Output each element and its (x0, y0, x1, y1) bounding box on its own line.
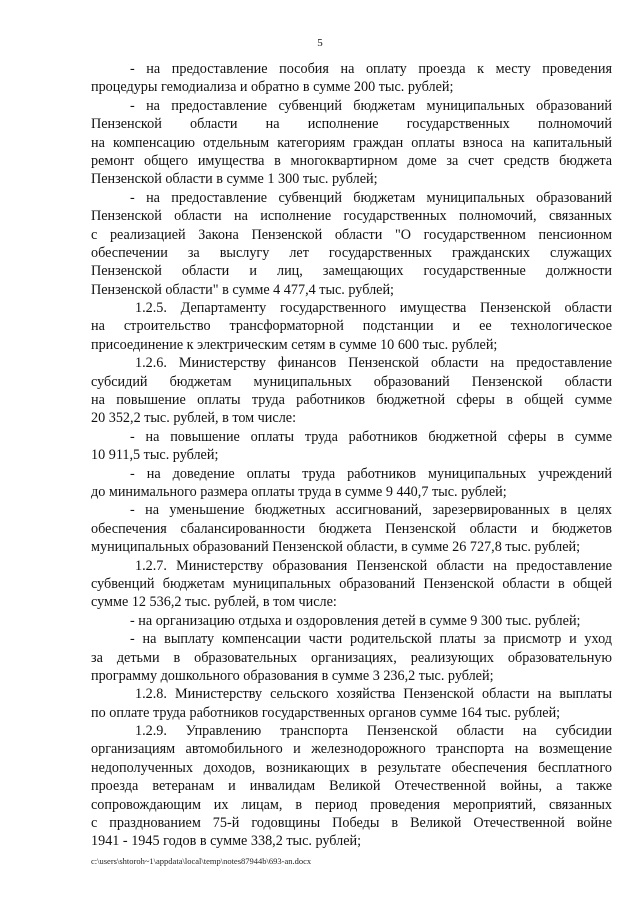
text-line: процедуры гемодиализа и обратно в сумме 200 тыс. рублей; (91, 79, 454, 96)
text-line: присоединение к электрическим сетям в сумме 10 600 тыс. рублей; (91, 336, 498, 353)
paragraph (91, 354, 612, 428)
text-line: на повышение оплаты труда работников бюджетной сферы в общей сумме (91, 392, 612, 409)
text-line: недополученных доходов, возникающих в результате обеспечения бесплатного (91, 759, 612, 776)
text-line: ремонт общего имущества в многоквартирном доме за счет средств бюджета (91, 152, 612, 169)
text-line: 10 911,5 тыс. рублей; (91, 447, 219, 464)
text-line: организациям автомобильного и железнодорожного транспорта на возмещение (91, 741, 612, 758)
text-line: Пензенской области в сумме 1 300 тыс. рублей; (91, 171, 378, 188)
paragraph (91, 189, 612, 299)
paragraph (91, 97, 612, 189)
text-line: - на предоставление субвенций бюджетам муниципальных образований (130, 97, 612, 114)
paragraph (91, 501, 612, 556)
text-line: 1.2.5. Департаменту государственного имущества Пензенской области (135, 300, 612, 317)
text-line: 1.2.9. Управлению транспорта Пензенской области на субсидии (135, 723, 612, 740)
text-line: Пензенской области на исполнение государственных полномочий (91, 116, 612, 133)
paragraph (91, 685, 612, 722)
paragraph (91, 428, 612, 465)
paragraph (91, 299, 612, 354)
text-line: до минимального размера оплаты труда в сумме 9 440,7 тыс. рублей; (91, 483, 507, 500)
text-line: по оплате труда работников государственных органов сумме 164 тыс. рублей; (91, 704, 561, 721)
text-line: 1941 - 1945 годов в сумме 338,2 тыс. рублей; (91, 833, 362, 850)
paragraph (91, 630, 612, 685)
text-line: субвенций бюджетам муниципальных образований Пензенской области в общей (91, 575, 612, 592)
text-line: - на доведение оплаты труда работников муниципальных учреждений (130, 465, 612, 482)
text-line: 20 352,2 тыс. рублей, в том числе: (91, 410, 297, 427)
text-line: Пензенской области и лиц, замещающих государственные должности (91, 263, 612, 280)
text-line: обеспечении за выслугу лет государственных гражданских служащих (91, 244, 612, 261)
text-line: за детьми в образовательных организациях, реализующих образовательную (91, 649, 612, 666)
text-line: с празднованием 75-й годовщины Победы в Великой Отечественной войне (91, 815, 612, 832)
text-line: на строительство трансформаторной подстанции и ее технологическое (91, 318, 612, 335)
text-line: - на уменьшение бюджетных ассигнований, зарезервированных в целях (130, 502, 612, 519)
text-line: проезда ветеранам и инвалидам Великой Отечественной войны, а также (91, 778, 612, 795)
text-line: 1.2.7. Министерству образования Пензенской области на предоставление (135, 557, 612, 574)
paragraph (91, 612, 612, 630)
document-body (91, 60, 612, 851)
text-line: - на предоставление пособия на оплату проезда к месту проведения (130, 61, 612, 77)
paragraph (91, 557, 612, 612)
text-line: 1.2.8. Министерству сельского хозяйства Пензенской области на выплаты (135, 686, 612, 703)
footer-file-path: c:\users\shtoroh~1\appdata\local\temp\notes87944b\693-an.docx (91, 856, 312, 866)
text-line: Пензенской области на исполнение государственных полномочий, связанных (91, 208, 612, 225)
paragraph (91, 465, 612, 502)
text-line: - на повышение оплаты труда работников бюджетной сферы в сумме (130, 428, 612, 445)
text-line: сумме 12 536,2 тыс. рублей, в том числе: (91, 594, 337, 611)
text-line: муниципальных образований Пензенской области, в сумме 26 727,8 тыс. рублей; (91, 539, 581, 556)
paragraph (91, 60, 612, 97)
text-line: обеспечения сбалансированности бюджета Пензенской области и бюджетов (91, 520, 612, 537)
text-line: 1.2.6. Министерству финансов Пензенской области на предоставление (135, 355, 612, 372)
text-line: - на организацию отдыха и оздоровления детей в сумме 9 300 тыс. рублей; (130, 612, 581, 629)
paragraph (91, 722, 612, 851)
text-line: на компенсацию отдельным категориям граждан оплаты взноса на капитальный (91, 134, 612, 151)
text-line: с реализацией Закона Пензенской области "О государственном пенсионном (91, 226, 612, 243)
text-line: программу дошкольного образования в сумме 3 236,2 тыс. рублей; (91, 667, 494, 684)
page-number: 5 (317, 37, 323, 49)
text-line: - на предоставление субвенций бюджетам муниципальных образований (130, 189, 612, 206)
text-line: - на выплату компенсации части родительской платы за присмотр и уход (130, 631, 612, 648)
text-line: Пензенской области" в сумме 4 477,4 тыс. рублей; (91, 281, 394, 298)
text-line: субсидий бюджетам муниципальных образований Пензенской области (91, 373, 612, 390)
text-line: сопровождающим их лицам, в период проведения мероприятий, связанных (91, 796, 612, 813)
